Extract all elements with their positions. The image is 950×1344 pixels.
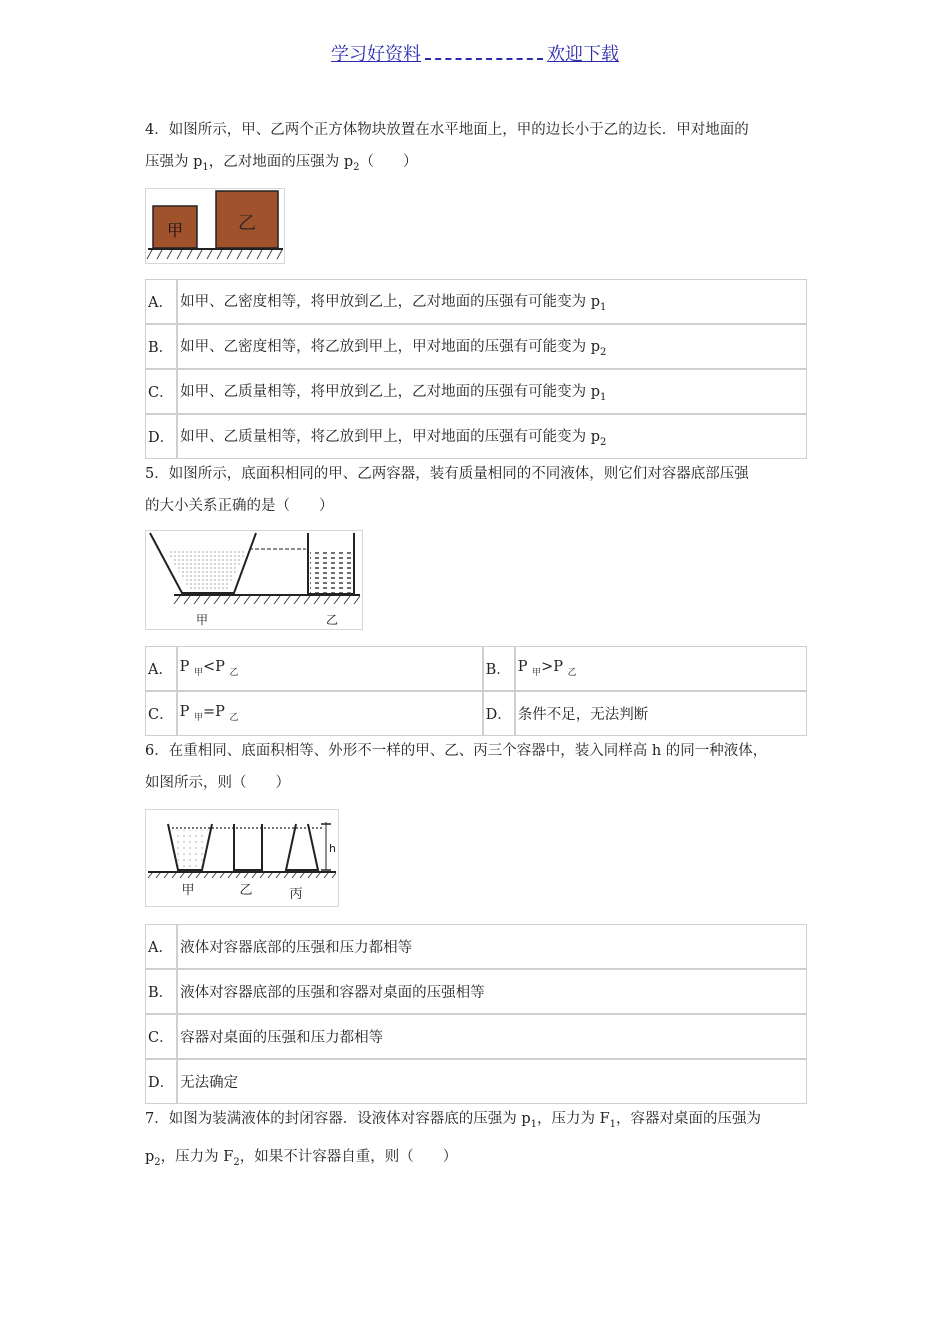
q5-option-c-label: C．: [145, 691, 177, 736]
question-4: [145, 114, 807, 184]
q4-option-b[interactable]: B． 如甲、乙密度相等，将乙放到甲上，甲对地面的压强有可能变为 $p_2$: [145, 324, 807, 369]
q6-options: [145, 924, 807, 1104]
q5-option-d-label: D．: [483, 691, 515, 736]
q6-option-a[interactable]: A． 液体对容器底部的压强和压力都相等: [145, 924, 807, 969]
q6-diagram: [146, 810, 338, 906]
q5-diagram: [146, 531, 362, 629]
q5-option-c[interactable]: P $_甲$=P $_乙$: [177, 691, 483, 736]
question-7: [145, 1103, 807, 1179]
label-jia: 甲: [181, 883, 195, 898]
q5-options: [145, 646, 807, 736]
page-header: [0, 40, 950, 66]
question-5: [145, 458, 807, 522]
header-left-text: 学习好资料: [331, 44, 421, 65]
q6-figure: [145, 809, 339, 907]
q4-line2: 压强为 $p_1$，乙对地面的压强为 $p_2$（ ）: [145, 154, 418, 173]
q4-line1: 4．如图所示，甲、乙两个正方体物块放置在水平地面上，甲的边长小于乙的边长．甲对地面的: [145, 122, 749, 138]
header-right-text: 欢迎下载: [547, 44, 619, 65]
q5-figure: [145, 530, 363, 630]
q6-option-c[interactable]: C． 容器对桌面的压强和压力都相等: [145, 1014, 807, 1059]
q6-line2: 如图所示，则（ ）: [145, 775, 290, 791]
question-6: [145, 735, 807, 799]
q6-line1: 6．在重相同、底面积相等、外形不一样的甲、乙、丙三个容器中，装入同样高 h 的同一种液体，: [145, 743, 768, 759]
label-yi: 乙: [325, 613, 339, 627]
label-yi: 乙: [239, 883, 253, 898]
q7-line1: 7．如图为装满液体的封闭容器．设液体对容器底的压强为 $p_1$，压力为 $F_1$，容器对桌面的压强为: [145, 1111, 762, 1130]
q5-option-a-label: A．: [145, 646, 177, 691]
q4-options: [145, 279, 807, 459]
q5-option-d[interactable]: 条件不足，无法判断: [515, 691, 807, 736]
q5-option-a[interactable]: P $_甲$<P $_乙$: [177, 646, 483, 691]
label-jia: 甲: [166, 221, 184, 240]
q4-figure: [145, 188, 285, 264]
label-yi: 乙: [238, 213, 256, 234]
q4-diagram: [146, 189, 284, 263]
q5-option-b[interactable]: P $_甲$>P $_乙$: [515, 646, 807, 691]
q5-line1: 5．如图所示，底面积相同的甲、乙两容器，装有质量相同的不同液体，则它们对容器底部压强: [145, 466, 749, 482]
label-bing: 丙: [289, 887, 303, 902]
header-dash: [425, 58, 543, 60]
label-h: h: [329, 842, 336, 855]
q7-line2: $p_2$，压力为 $F_2$，如果不计容器自重，则（ ）: [145, 1149, 458, 1168]
q4-option-d[interactable]: D． 如甲、乙质量相等，将乙放到甲上，甲对地面的压强有可能变为 $p_2$: [145, 414, 807, 459]
q6-option-b[interactable]: B． 液体对容器底部的压强和容器对桌面的压强相等: [145, 969, 807, 1014]
q6-option-d[interactable]: D． 无法确定: [145, 1059, 807, 1104]
label-jia: 甲: [195, 613, 209, 627]
q4-option-a[interactable]: A． 如甲、乙密度相等，将甲放到乙上，乙对地面的压强有可能变为 $p_1$: [145, 279, 807, 324]
q4-option-c[interactable]: C． 如甲、乙质量相等，将甲放到乙上，乙对地面的压强有可能变为 $p_1$: [145, 369, 807, 414]
q5-line2: 的大小关系正确的是（ ）: [145, 498, 334, 514]
q5-option-b-label: B．: [483, 646, 515, 691]
